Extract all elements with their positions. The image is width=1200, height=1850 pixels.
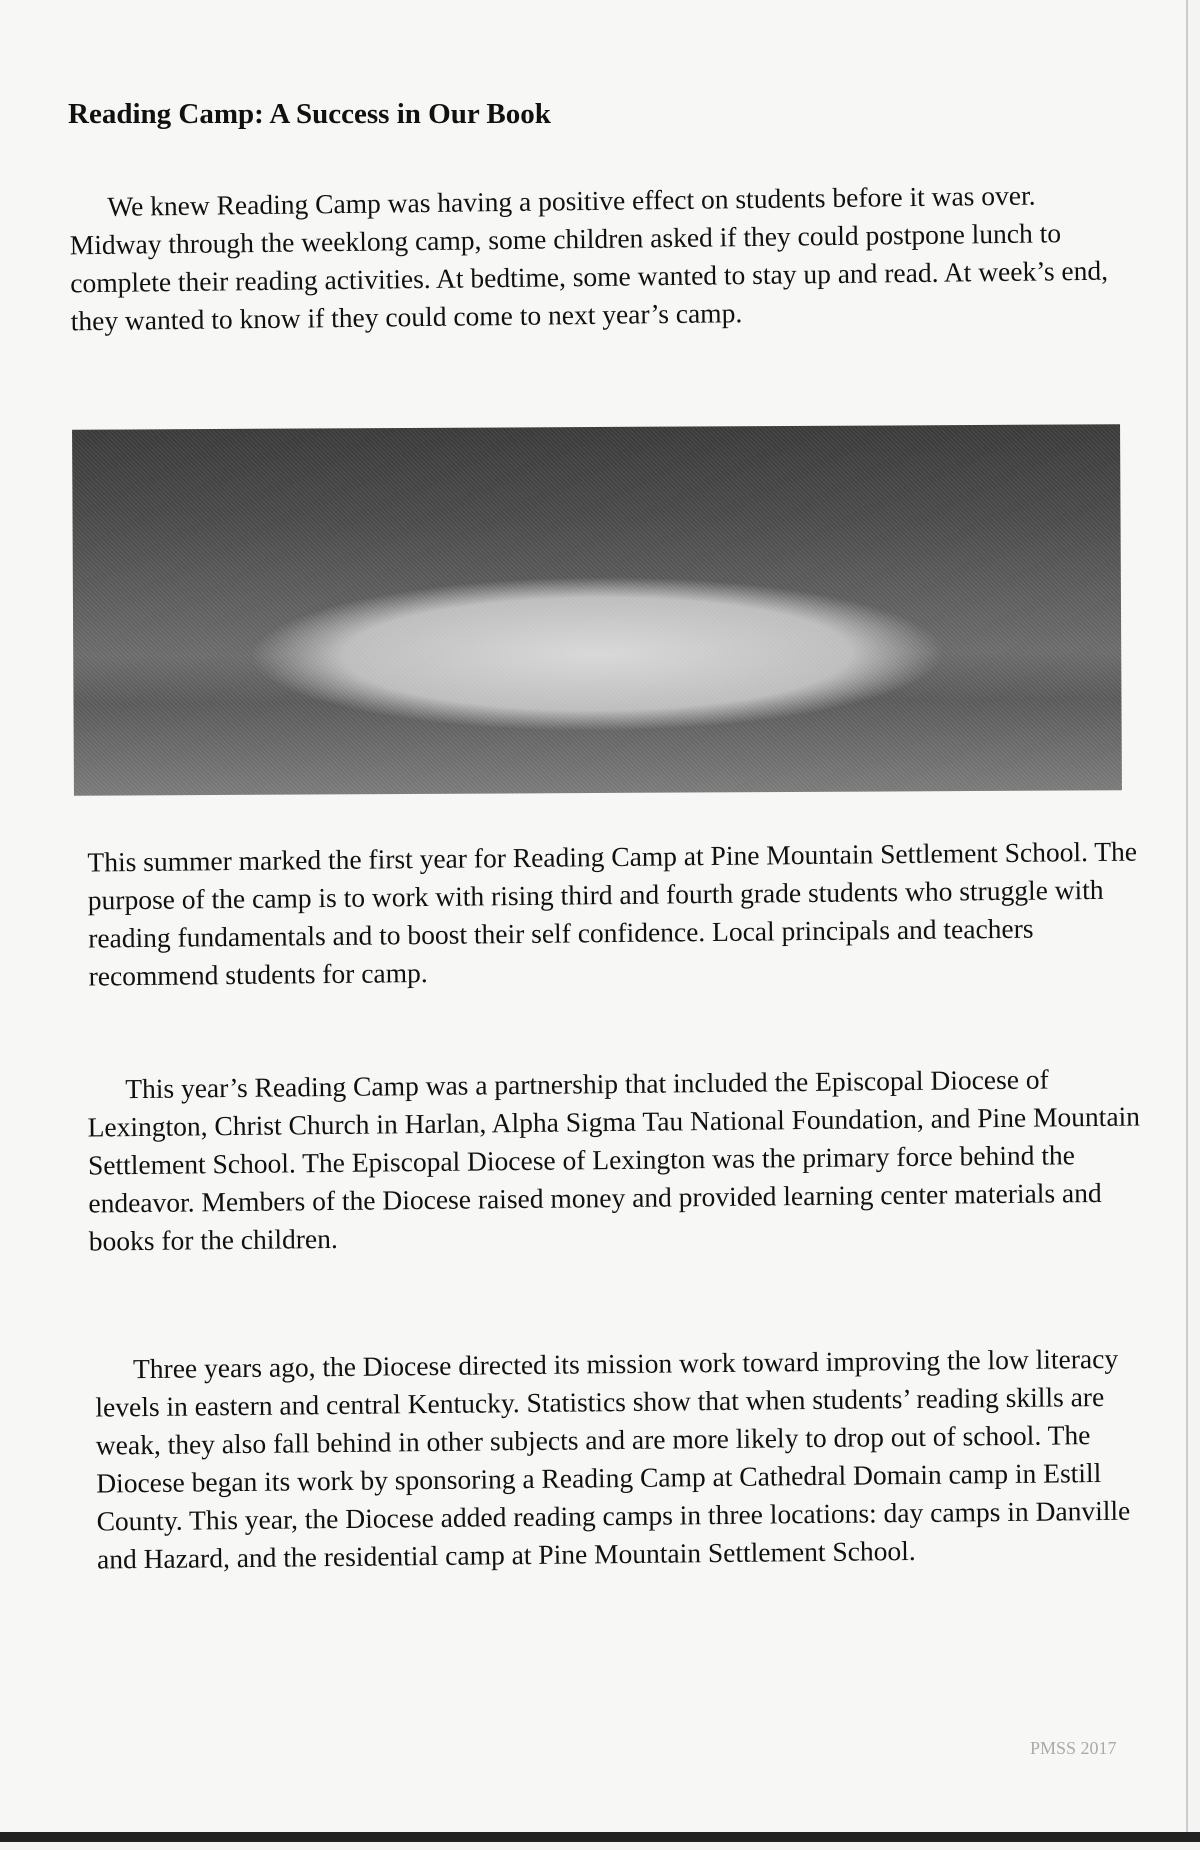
paragraph-purpose: This summer marked the first year for Reading Camp at Pine Mountain Settlement School. The purpose of the camp is to work with rising third and fourth grade students who struggle with reading fundamentals and to boost their self confidence. Local principals and teachers recommend students for camp.	[87, 835, 1138, 992]
article-title: Reading Camp: A Success in Our Book	[68, 98, 551, 130]
page-edge	[0, 1832, 1200, 1842]
group-photo	[72, 424, 1122, 795]
page-footer: PMSS 2017	[1030, 1738, 1117, 1758]
paragraph-partnership: This year’s Reading Camp was a partnership that included the Episcopal Diocese of Lexington, Christ Church in Harlan, Alpha Sigma Tau National Foundation, and Pine Mountain Settlement School. The Episcopal Diocese of Lexington was the primary force behind the endeavor. Members of the Diocese raised money and provided learning center materials and books for the children.	[87, 1063, 1141, 1257]
paragraph-history: Three years ago, the Diocese directed its mission work toward improving the low literacy levels in eastern and central Kentucky. Statistics show that when students’ reading skills are weak, they also fall behind in other subjects and are more likely to drop out of school. The Diocese began its work by sponsoring a Reading Camp at Cathedral Domain camp in Estill County. This year, the Diocese added reading camps in three locations: day camps in Danville and Hazard, and the residential camp at Pine Mountain Settlement School.	[95, 1342, 1131, 1575]
paragraph-intro: We knew Reading Camp was having a positive effect on students before it was over. Midway through the weeklong camp, some children asked if they could postpone lunch to complete their reading activities. At bedtime, some wanted to stay up and read. At week’s end, they wanted to know if they could come to next year’s camp.	[69, 179, 1109, 337]
